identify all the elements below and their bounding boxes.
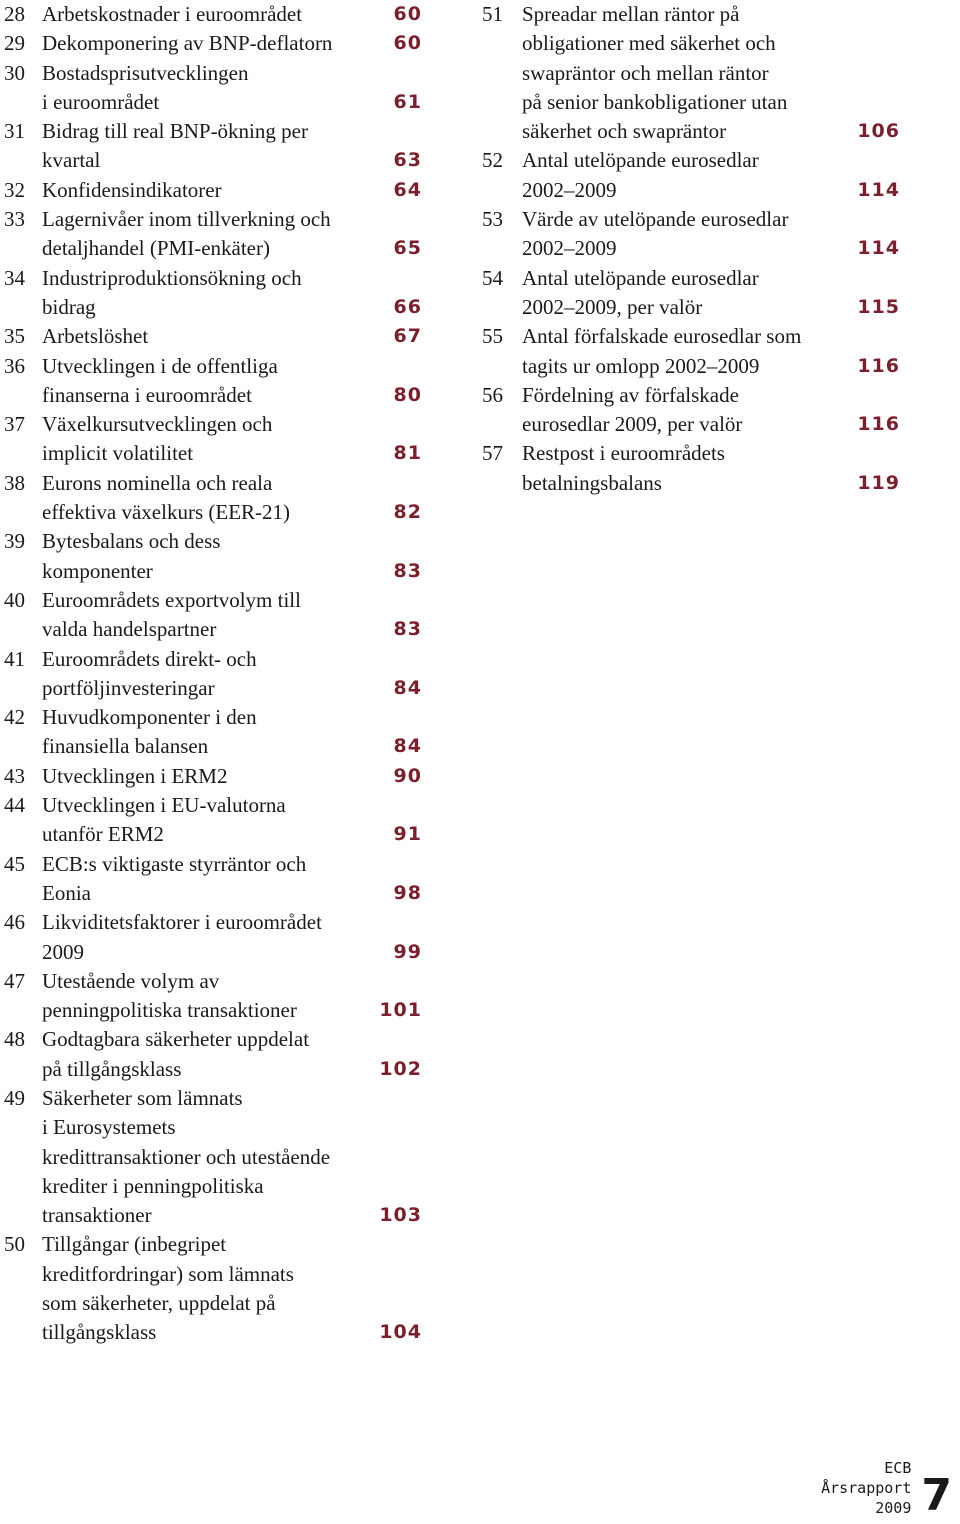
entry-number: 48	[4, 1027, 25, 1052]
entry-title-line: Bytesbalans och dess	[42, 529, 221, 554]
entry-title-line: detaljhandel (PMI-enkäter)	[42, 236, 270, 261]
entry-title-line: finanserna i euroområdet	[42, 382, 252, 407]
toc-entry	[480, 264, 900, 323]
entry-page-number: 116	[857, 413, 900, 436]
entry-title-line: Bostadsprisutvecklingen	[42, 60, 249, 85]
entry-title-line: finansiella balansen	[42, 734, 209, 759]
entry-title-line: i euroområdet	[42, 89, 160, 114]
entry-title-line: Lagernivåer inom tillverkning och	[42, 207, 331, 232]
entry-page-number: 63	[393, 149, 422, 172]
toc-entry	[0, 1084, 430, 1230]
footer-org: ECB	[884, 1459, 912, 1477]
entry-page-number: 60	[393, 32, 422, 55]
entry-page-number: 64	[393, 178, 422, 201]
entry-title-line: implicit volatilitet	[42, 441, 194, 466]
entry-title-line: 2002–2009	[522, 236, 617, 261]
entry-number: 36	[4, 353, 25, 378]
entry-title	[42, 176, 430, 205]
entry-title-line: valda handelspartner	[42, 617, 217, 642]
entry-page-number: 114	[857, 237, 900, 260]
toc-entry	[0, 762, 430, 791]
page-footer	[821, 1458, 952, 1521]
entry-number: 56	[482, 382, 503, 407]
entry-title	[42, 762, 430, 791]
toc-entry	[0, 586, 430, 645]
entry-title-line: Säkerheter som lämnats	[42, 1085, 243, 1110]
toc-entry	[480, 439, 900, 498]
entry-page-number: 82	[393, 501, 422, 524]
entry-title	[42, 908, 430, 967]
entry-title	[42, 1230, 430, 1347]
entry-page-number: 114	[857, 178, 900, 201]
entry-title-line: kreditfordringar) som lämnats	[42, 1261, 294, 1286]
entry-title-line: 2009	[42, 939, 84, 964]
entry-title-line: Utvecklingen i EU-valutorna	[42, 793, 286, 818]
entry-title	[42, 967, 430, 1026]
toc-entry	[0, 1025, 430, 1084]
footer-page-number: 7	[921, 1470, 952, 1521]
entry-page-number: 99	[393, 940, 422, 963]
toc-entry	[0, 527, 430, 586]
entry-page-number: 67	[393, 325, 422, 348]
entry-title	[42, 791, 430, 850]
entry-title-line: Utestående volym av	[42, 968, 220, 993]
entry-title-line: swapräntor och mellan räntor	[522, 60, 769, 85]
entry-number: 33	[4, 207, 25, 232]
entry-title	[42, 205, 430, 264]
entry-title	[522, 205, 900, 264]
entry-title	[42, 0, 430, 29]
entry-title	[42, 1025, 430, 1084]
entry-title-line: Bidrag till real BNP-ökning per	[42, 119, 308, 144]
entry-title	[42, 645, 430, 704]
toc-entry	[0, 29, 430, 58]
entry-title-line: 2002–2009, per valör	[522, 294, 703, 319]
entry-title-line: effektiva växelkurs (EER-21)	[42, 500, 291, 525]
entry-number: 51	[482, 2, 503, 26]
entry-page-number: 83	[393, 618, 422, 641]
entry-number: 54	[482, 265, 503, 290]
entry-title-line: komponenter	[42, 558, 153, 583]
toc-entry	[480, 146, 900, 205]
entry-title-line: penningpolitiska transaktioner	[42, 998, 297, 1023]
entry-title-line: ECB:s viktigaste styrräntor och	[42, 851, 307, 876]
entry-title-line: betalningsbalans	[522, 470, 662, 495]
entry-title-line: Godtagbara säkerheter uppdelat	[42, 1027, 310, 1052]
toc-left-column	[0, 0, 430, 1348]
toc-entry	[0, 322, 430, 351]
entry-page-number: 61	[393, 90, 422, 113]
entry-title-line: Konfidensindikatorer	[42, 177, 222, 202]
entry-title	[42, 29, 430, 58]
entry-page-number: 91	[393, 823, 422, 846]
entry-page-number: 106	[857, 120, 900, 143]
entry-title-line: tillgångsklass	[42, 1320, 157, 1345]
entry-page-number: 102	[379, 1057, 422, 1080]
footer-publication-info	[821, 1458, 911, 1518]
entry-page-number: 103	[379, 1204, 422, 1227]
entry-title-line: Eonia	[42, 880, 91, 905]
entry-title	[42, 410, 430, 469]
entry-title	[42, 527, 430, 586]
entry-title	[42, 264, 430, 323]
toc-entry	[480, 0, 900, 146]
entry-title	[42, 1084, 430, 1230]
toc-entry	[0, 469, 430, 528]
toc-entry	[480, 381, 900, 440]
entry-number: 35	[4, 324, 25, 349]
entry-title-line: krediter i penningpolitiska	[42, 1173, 264, 1198]
entry-page-number: 84	[393, 676, 422, 699]
entry-number: 42	[4, 705, 25, 730]
entry-number: 52	[482, 148, 503, 173]
entry-number: 43	[4, 763, 25, 788]
toc-entry	[0, 1230, 430, 1347]
entry-title-line: tagits ur omlopp 2002–2009	[522, 353, 760, 378]
entry-title	[522, 381, 900, 440]
entry-title	[42, 352, 430, 411]
entry-number: 38	[4, 470, 25, 495]
entry-title	[522, 264, 900, 323]
toc-entry	[0, 645, 430, 704]
entry-title-line: som säkerheter, uppdelat på	[42, 1291, 276, 1316]
entry-title-line: Antal utelöpande eurosedlar	[522, 265, 759, 290]
entry-title-line: Fördelning av förfalskade	[522, 382, 739, 407]
entry-number: 41	[4, 646, 25, 671]
entry-title	[522, 322, 900, 381]
entry-number: 32	[4, 177, 25, 202]
entry-title-line: Arbetskostnader i euroområdet	[42, 2, 303, 26]
toc-entry	[480, 205, 900, 264]
entry-title-line: Antal förfalskade eurosedlar som	[522, 324, 802, 349]
entry-title-line: portföljinvesteringar	[42, 675, 215, 700]
entry-number: 28	[4, 2, 25, 26]
entry-number: 37	[4, 412, 25, 437]
entry-page-number: 119	[857, 471, 900, 494]
entry-title-line: Antal utelöpande eurosedlar	[522, 148, 759, 173]
entry-number: 55	[482, 324, 503, 349]
toc-entry	[0, 703, 430, 762]
entry-page-number: 65	[393, 237, 422, 260]
entry-title-line: Euroområdets direkt- och	[42, 646, 257, 671]
entry-number: 50	[4, 1232, 25, 1257]
entry-title-line: Euroområdets exportvolym till	[42, 587, 301, 612]
entry-title-line: Utvecklingen i ERM2	[42, 763, 228, 788]
entry-page-number: 84	[393, 735, 422, 758]
entry-number: 47	[4, 968, 25, 993]
toc-entry	[0, 410, 430, 469]
entry-title	[42, 322, 430, 351]
entry-title-line: obligationer med säkerhet och	[522, 31, 776, 56]
entry-title-line: säkerhet och swapräntor	[522, 119, 727, 144]
toc-entry	[0, 59, 430, 118]
entry-number: 49	[4, 1085, 25, 1110]
entry-title-line: på senior bankobligationer utan	[522, 89, 788, 114]
toc-entry	[0, 117, 430, 176]
toc-entry	[0, 176, 430, 205]
entry-title-line: Huvudkomponenter i den	[42, 705, 257, 730]
entry-title-line: Värde av utelöpande eurosedlar	[522, 207, 789, 232]
entry-page-number: 60	[393, 3, 422, 25]
entry-page-number: 116	[857, 354, 900, 377]
toc-entry	[0, 205, 430, 264]
entry-title	[42, 59, 430, 118]
toc-entry	[480, 322, 900, 381]
entry-page-number: 90	[393, 764, 422, 787]
entry-title-line: utanför ERM2	[42, 822, 164, 847]
entry-page-number: 115	[857, 295, 900, 318]
entry-title-line: Tillgångar (inbegripet	[42, 1232, 227, 1257]
toc-entry	[0, 352, 430, 411]
entry-title-line: på tillgångsklass	[42, 1056, 182, 1081]
entry-number: 46	[4, 910, 25, 935]
entry-title-line: transaktioner	[42, 1203, 152, 1228]
entry-number: 30	[4, 60, 25, 85]
entry-title	[522, 146, 900, 205]
entry-title	[42, 703, 430, 762]
entry-title	[522, 439, 900, 498]
toc-entry	[0, 0, 430, 29]
entry-title-line: kredittransaktioner och utestående	[42, 1144, 331, 1169]
entry-number: 53	[482, 207, 503, 232]
entry-title-line: Utvecklingen i de offentliga	[42, 353, 278, 378]
toc-entry	[0, 850, 430, 909]
entry-title-line: eurosedlar 2009, per valör	[522, 412, 743, 437]
entry-title-line: Likviditetsfaktorer i euroområdet	[42, 910, 322, 935]
entry-number: 45	[4, 851, 25, 876]
toc-right-column	[480, 0, 900, 498]
entry-title	[42, 117, 430, 176]
entry-number: 39	[4, 529, 25, 554]
entry-title	[42, 469, 430, 528]
entry-number: 31	[4, 119, 25, 144]
entry-number: 40	[4, 587, 25, 612]
entry-title	[42, 586, 430, 645]
entry-title-line: i Eurosystemets	[42, 1115, 176, 1140]
toc-entry	[0, 967, 430, 1026]
entry-number: 44	[4, 793, 25, 818]
entry-page-number: 66	[393, 295, 422, 318]
footer-year: 2009	[875, 1499, 912, 1517]
entry-page-number: 101	[379, 999, 422, 1022]
footer-publication: Årsrapport	[821, 1479, 912, 1497]
entry-number: 34	[4, 265, 25, 290]
toc-entry	[0, 908, 430, 967]
entry-title	[42, 850, 430, 909]
entry-page-number: 104	[379, 1321, 422, 1344]
entry-page-number: 80	[393, 383, 422, 406]
entry-page-number: 81	[393, 442, 422, 465]
entry-title-line: bidrag	[42, 294, 96, 319]
entry-page-number: 83	[393, 559, 422, 582]
entry-number: 57	[482, 441, 503, 466]
entry-title-line: Eurons nominella och reala	[42, 470, 273, 495]
entry-page-number: 98	[393, 881, 422, 904]
entry-title-line: Restpost i euroområdets	[522, 441, 725, 466]
toc-entry	[0, 791, 430, 850]
entry-title-line: Arbetslöshet	[42, 324, 149, 349]
entry-number: 29	[4, 31, 25, 56]
entry-title-line: Växelkursutvecklingen och	[42, 412, 273, 437]
toc-entry	[0, 264, 430, 323]
entry-title-line: kvartal	[42, 148, 101, 173]
entry-title-line: Spreadar mellan räntor på	[522, 2, 740, 26]
entry-title-line: Industriproduktionsökning och	[42, 265, 302, 290]
entry-title-line: Dekomponering av BNP-deflatorn	[42, 31, 333, 56]
entry-title	[522, 0, 900, 146]
entry-title-line: 2002–2009	[522, 177, 617, 202]
